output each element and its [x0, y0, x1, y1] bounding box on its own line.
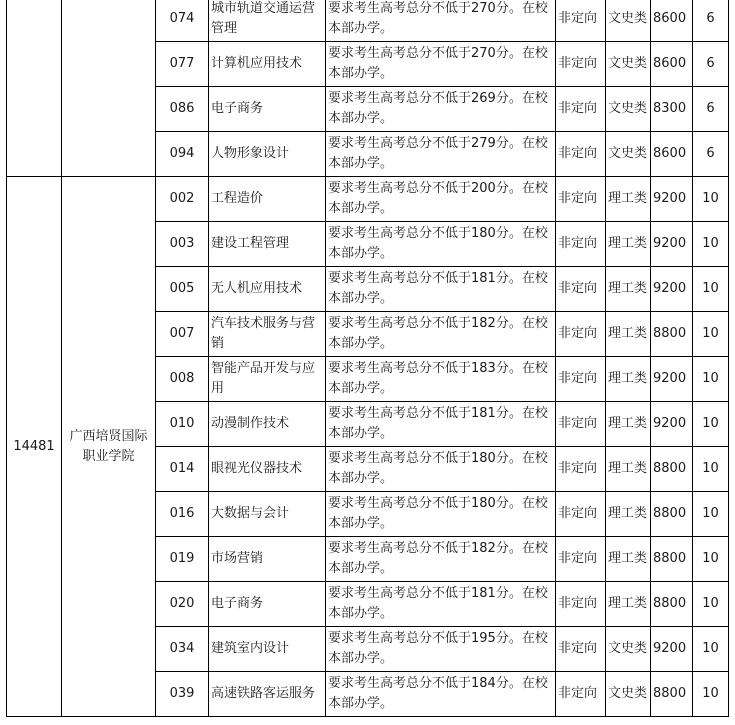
major-code-cell: 008 [156, 357, 209, 402]
subject-category-cell: 理工类 [606, 222, 651, 267]
tuition-fee-cell: 8800 [651, 537, 693, 582]
enrollment-type-cell: 非定向 [556, 177, 606, 222]
major-name-cell: 人物形象设计 [209, 132, 326, 177]
table-body [7, 0, 729, 717]
subject-category-cell: 文史类 [606, 42, 651, 87]
tuition-fee-cell: 8600 [651, 0, 693, 42]
tuition-fee-cell: 9200 [651, 177, 693, 222]
enrollment-type-cell: 非定向 [556, 87, 606, 132]
tuition-fee-cell: 8300 [651, 87, 693, 132]
institution-code-cell: 14481 [7, 177, 62, 717]
enrollment-type-cell: 非定向 [556, 0, 606, 42]
major-name-cell: 眼视光仪器技术 [209, 447, 326, 492]
enrollment-type-cell: 非定向 [556, 402, 606, 447]
major-name-cell: 建筑室内设计 [209, 627, 326, 672]
subject-category-cell: 文史类 [606, 0, 651, 42]
major-name-cell: 电子商务 [209, 582, 326, 627]
requirement-cell: 要求考生高考总分不低于180分。在校本部办学。 [326, 492, 556, 537]
requirement-cell: 要求考生高考总分不低于181分。在校本部办学。 [326, 402, 556, 447]
plan-count-cell: 10 [693, 492, 729, 537]
enrollment-plan-table [6, 0, 729, 717]
subject-category-cell: 理工类 [606, 492, 651, 537]
major-code-cell: 094 [156, 132, 209, 177]
plan-count-cell: 10 [693, 672, 729, 717]
tuition-fee-cell: 9200 [651, 402, 693, 447]
major-code-cell: 086 [156, 87, 209, 132]
enrollment-type-cell: 非定向 [556, 537, 606, 582]
enrollment-type-cell: 非定向 [556, 627, 606, 672]
tuition-fee-cell: 8600 [651, 132, 693, 177]
requirement-cell: 要求考生高考总分不低于182分。在校本部办学。 [326, 537, 556, 582]
plan-count-cell: 6 [693, 42, 729, 87]
plan-count-cell: 10 [693, 177, 729, 222]
table-row [7, 177, 729, 222]
enrollment-type-cell: 非定向 [556, 447, 606, 492]
plan-count-cell: 10 [693, 267, 729, 312]
subject-category-cell: 理工类 [606, 312, 651, 357]
enrollment-type-cell: 非定向 [556, 267, 606, 312]
tuition-fee-cell: 9200 [651, 222, 693, 267]
tuition-fee-cell: 8800 [651, 492, 693, 537]
tuition-fee-cell: 8800 [651, 447, 693, 492]
major-name-cell: 电子商务 [209, 87, 326, 132]
requirement-cell: 要求考生高考总分不低于184分。在校本部办学。 [326, 672, 556, 717]
major-code-cell: 074 [156, 0, 209, 42]
major-code-cell: 014 [156, 447, 209, 492]
enrollment-type-cell: 非定向 [556, 492, 606, 537]
institution-code-cell [7, 0, 62, 177]
major-code-cell: 003 [156, 222, 209, 267]
major-code-cell: 005 [156, 267, 209, 312]
major-code-cell: 039 [156, 672, 209, 717]
major-name-cell: 汽车技术服务与营销 [209, 312, 326, 357]
major-code-cell: 007 [156, 312, 209, 357]
plan-count-cell: 6 [693, 87, 729, 132]
table-row [7, 0, 729, 42]
major-name-cell: 高速铁路客运服务 [209, 672, 326, 717]
subject-category-cell: 理工类 [606, 267, 651, 312]
plan-count-cell: 6 [693, 0, 729, 42]
subject-category-cell: 理工类 [606, 177, 651, 222]
subject-category-cell: 理工类 [606, 447, 651, 492]
major-code-cell: 034 [156, 627, 209, 672]
major-code-cell: 010 [156, 402, 209, 447]
requirement-cell: 要求考生高考总分不低于195分。在校本部办学。 [326, 627, 556, 672]
tuition-fee-cell: 8800 [651, 672, 693, 717]
major-code-cell: 077 [156, 42, 209, 87]
major-name-cell: 城市轨道交通运营管理 [209, 0, 326, 42]
requirement-cell: 要求考生高考总分不低于180分。在校本部办学。 [326, 222, 556, 267]
major-name-cell: 智能产品开发与应用 [209, 357, 326, 402]
plan-count-cell: 6 [693, 132, 729, 177]
tuition-fee-cell: 9200 [651, 357, 693, 402]
major-name-cell: 无人机应用技术 [209, 267, 326, 312]
tuition-fee-cell: 9200 [651, 267, 693, 312]
major-name-cell: 工程造价 [209, 177, 326, 222]
subject-category-cell: 文史类 [606, 87, 651, 132]
tuition-fee-cell: 8800 [651, 582, 693, 627]
plan-count-cell: 10 [693, 357, 729, 402]
subject-category-cell: 理工类 [606, 357, 651, 402]
major-code-cell: 020 [156, 582, 209, 627]
tuition-fee-cell: 8600 [651, 42, 693, 87]
enrollment-type-cell: 非定向 [556, 582, 606, 627]
school-name-cell [62, 177, 156, 717]
major-name-cell: 计算机应用技术 [209, 42, 326, 87]
subject-category-cell: 文史类 [606, 132, 651, 177]
tuition-fee-cell: 9200 [651, 627, 693, 672]
subject-category-cell: 理工类 [606, 582, 651, 627]
requirement-cell: 要求考生高考总分不低于181分。在校本部办学。 [326, 267, 556, 312]
major-code-cell: 002 [156, 177, 209, 222]
subject-category-cell: 文史类 [606, 627, 651, 672]
school-name: 广西培贤国际职业学院 [69, 428, 148, 464]
plan-count-cell: 10 [693, 582, 729, 627]
plan-count-cell: 10 [693, 537, 729, 582]
tuition-fee-cell: 8800 [651, 312, 693, 357]
major-code-cell: 016 [156, 492, 209, 537]
enrollment-type-cell: 非定向 [556, 42, 606, 87]
major-name-cell: 市场营销 [209, 537, 326, 582]
plan-count-cell: 10 [693, 447, 729, 492]
enrollment-type-cell: 非定向 [556, 357, 606, 402]
major-name-cell: 动漫制作技术 [209, 402, 326, 447]
major-name-cell: 大数据与会计 [209, 492, 326, 537]
requirement-cell: 要求考生高考总分不低于182分。在校本部办学。 [326, 312, 556, 357]
plan-count-cell: 10 [693, 222, 729, 267]
requirement-cell: 要求考生高考总分不低于270分。在校本部办学。 [326, 42, 556, 87]
subject-category-cell: 文史类 [606, 672, 651, 717]
requirement-cell: 要求考生高考总分不低于180分。在校本部办学。 [326, 447, 556, 492]
plan-count-cell: 10 [693, 312, 729, 357]
requirement-cell: 要求考生高考总分不低于183分。在校本部办学。 [326, 357, 556, 402]
enrollment-type-cell: 非定向 [556, 132, 606, 177]
requirement-cell: 要求考生高考总分不低于270分。在校本部办学。 [326, 0, 556, 42]
enrollment-type-cell: 非定向 [556, 672, 606, 717]
enrollment-type-cell: 非定向 [556, 312, 606, 357]
subject-category-cell: 理工类 [606, 402, 651, 447]
school-name-cell [62, 0, 156, 177]
plan-count-cell: 10 [693, 402, 729, 447]
enrollment-type-cell: 非定向 [556, 222, 606, 267]
requirement-cell: 要求考生高考总分不低于181分。在校本部办学。 [326, 582, 556, 627]
requirement-cell: 要求考生高考总分不低于200分。在校本部办学。 [326, 177, 556, 222]
plan-count-cell: 10 [693, 627, 729, 672]
requirement-cell: 要求考生高考总分不低于279分。在校本部办学。 [326, 132, 556, 177]
requirement-cell: 要求考生高考总分不低于269分。在校本部办学。 [326, 87, 556, 132]
major-name-cell: 建设工程管理 [209, 222, 326, 267]
subject-category-cell: 理工类 [606, 537, 651, 582]
major-code-cell: 019 [156, 537, 209, 582]
